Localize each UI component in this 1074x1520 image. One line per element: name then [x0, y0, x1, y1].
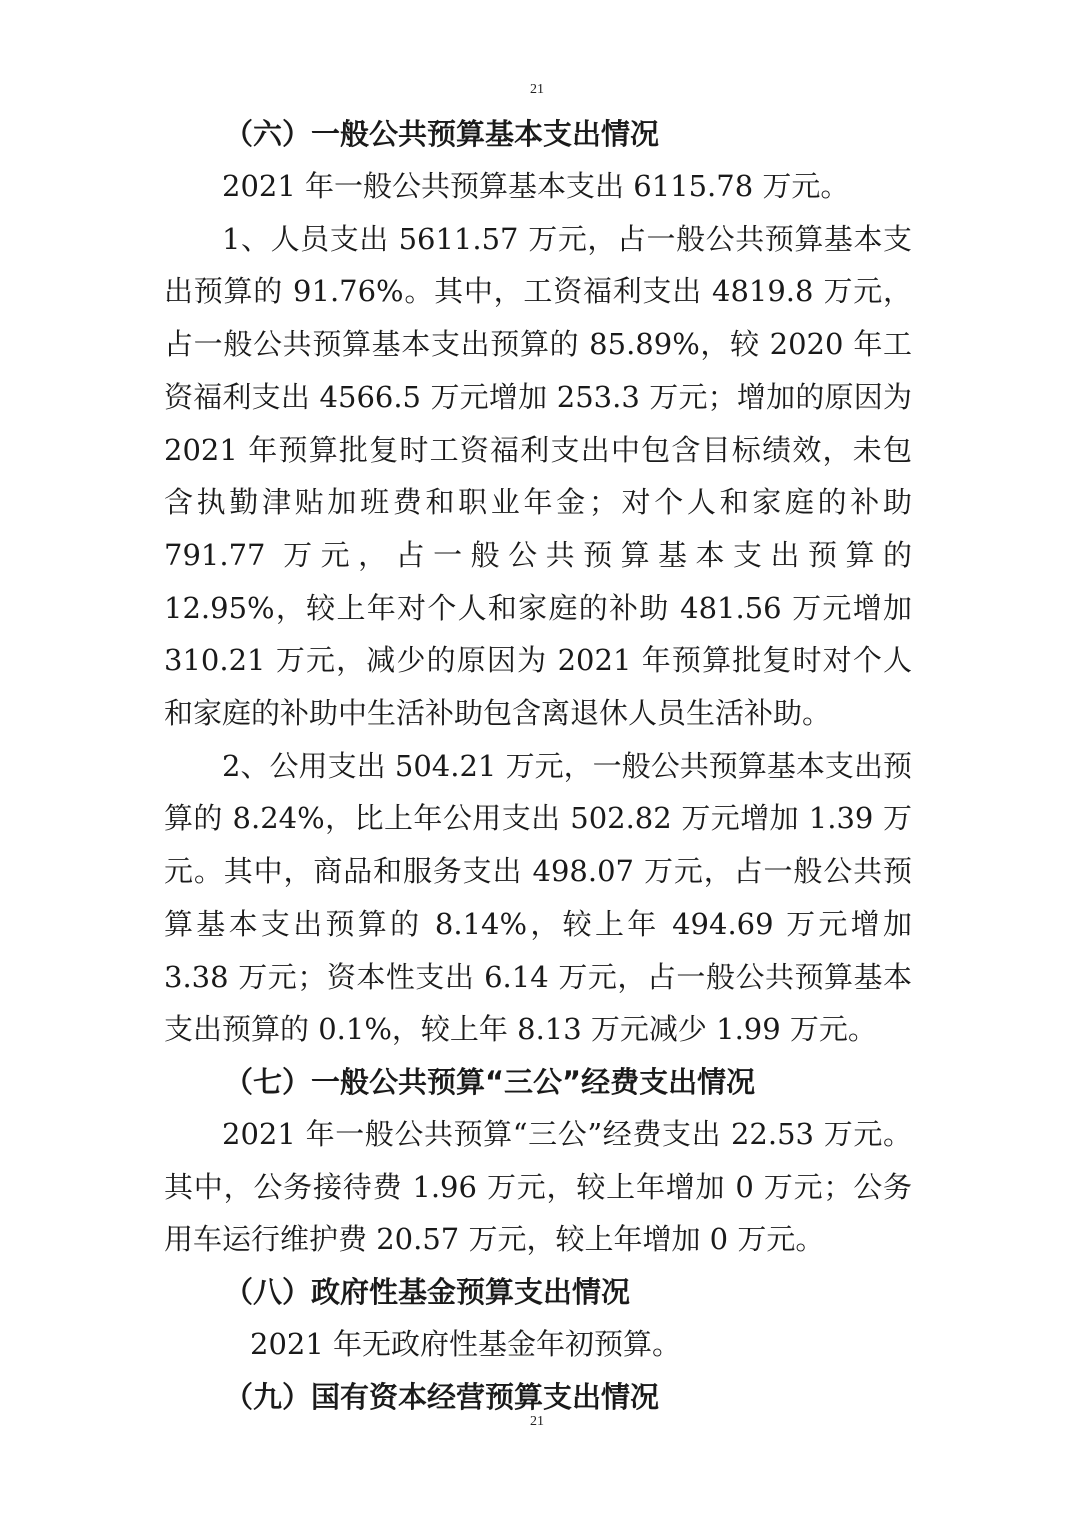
- section-9-heading: （九）国有资本经营预算支出情况: [224, 1379, 660, 1414]
- section-8-heading: （八）政府性基金预算支出情况: [224, 1275, 631, 1310]
- section-6-total-paragraph: 2021 年一般公共预算基本支出 6115.78 万元。: [222, 169, 850, 203]
- public-expenditure-paragraph: 2、公用支出 504.21 万元，一般公共预算基本支出预算的 8.24%，比上年公用支出 502.82 万元增加 1.39 万元。其中，商品和服务支出 498.07 万元，占一般公共预算基本支出预算的 8.14%，较上年 494.69 万元增加 3.38 万元；资本性支出 6.14 万元，占一般公共预算基本支出预算的 0.1%，较上年 8.13 万元减少 1.99 万元。: [164, 748, 912, 1047]
- page-content: [164, 108, 912, 1423]
- section-6-heading: （六）一般公共预算基本支出情况: [224, 117, 660, 151]
- page-number-top: 21: [530, 82, 544, 97]
- government-fund-paragraph: 2021 年无政府性基金年初预算。: [250, 1327, 682, 1362]
- three-public-expenditure-paragraph: 2021 年一般公共预算“三公”经费支出 22.53 万元。其中，公务接待费 1.96 万元，较上年增加 0 万元；公务用车运行维护费 20.57 万元，较上年增加 0 万元。: [164, 1116, 912, 1257]
- personnel-expenditure-paragraph: 1、人员支出 5611.57 万元，占一般公共预算基本支出预算的 91.76%。其中，工资福利支出 4819.8 万元，占一般公共预算基本支出预算的 85.89%，较 2020 年工资福利支出 4566.5 万元增加 253.3 万元；增加的原因为 2021 年预算批复时工资福利支出中包含目标绩效，未包含执勤津贴加班费和职业年金；对个人和家庭的补助 791.77 万元，占一般公共预算基本支出预算的 12.95%，较上年对个人和家庭的补助 481.56 万元增加 310.21 万元，减少的原因为 2021 年预算批复时对个人和家庭的补助中生活补助包含离退休人员生活补助。: [164, 221, 912, 731]
- section-7-heading: （七）一般公共预算“三公”经费支出情况: [224, 1064, 756, 1099]
- page-number-bottom: 21: [530, 1414, 544, 1429]
